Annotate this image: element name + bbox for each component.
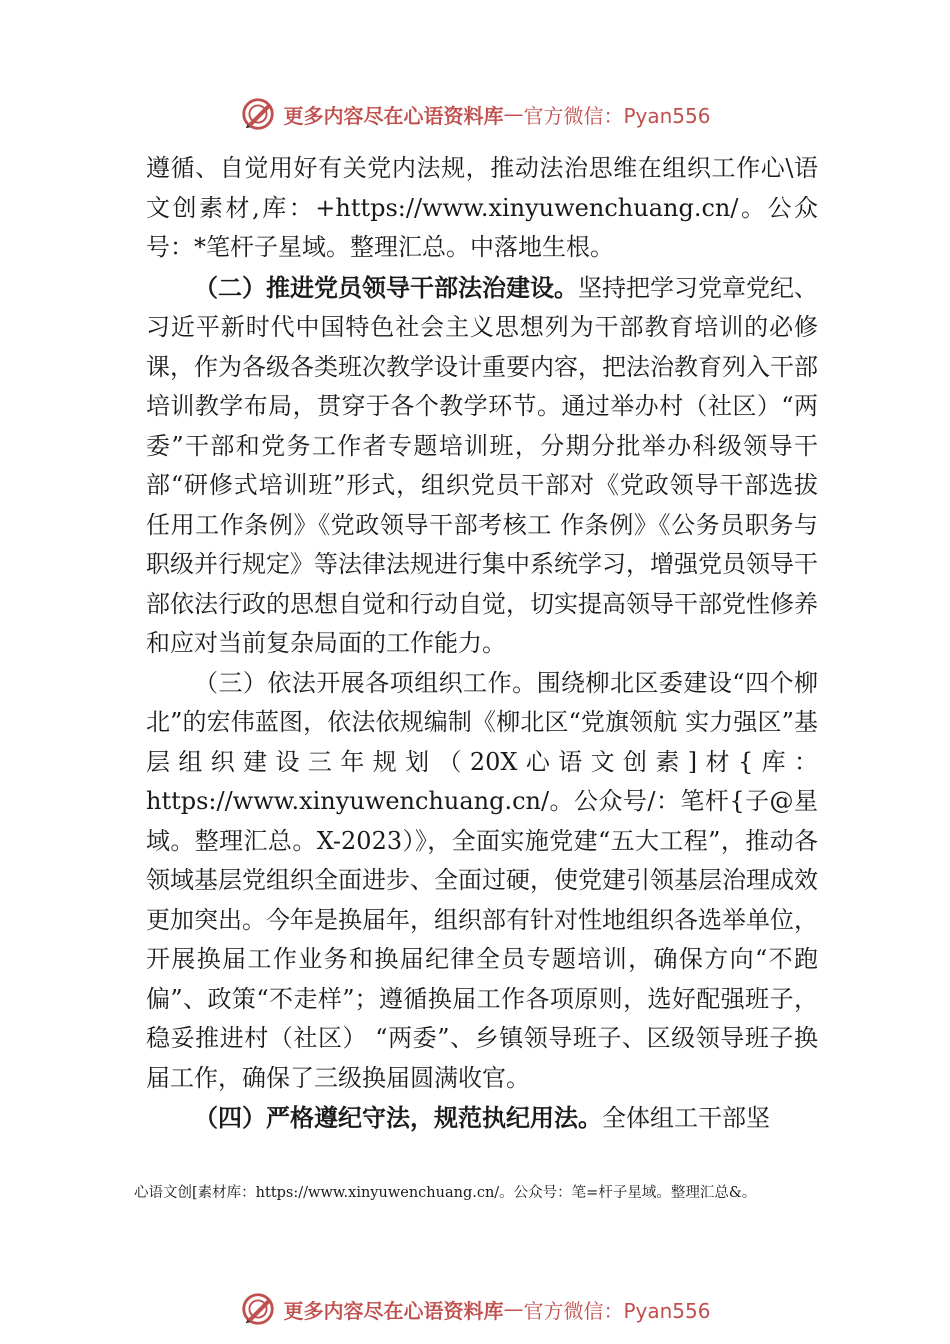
paragraph-4	[146, 1098, 818, 1139]
paragraph-3	[146, 664, 818, 1099]
paragraph-2-text: 坚持把学习党章党纪、习近平新时代中国特色社会主义思想列为干部教育培训的必修课，作为各级各类班次教学设计重要内容，把法治教育列入干部培训教学布局，贯穿于各个教学环节。通过举办村（社区）“两委”干部和党务工作者专题培训班，分期分批举办科级领导干部“研修式培训班”形式，组织党员干部对《党政领导干部选拔任用工作条例》《党政领导干部考核工 作条例》《公务员职务与职级并行规定》等法律法规进行集中系统学习，增强党员领导干部依法行政的思想自觉和行动自觉，切实提高领导干部党性修养和应对当前复杂局面的工作能力。	[146, 273, 818, 657]
paragraph-1-text: 遵循、自觉用好有关党内法规，推动法治思维在组织工作心\语文创素材,库：+https://www.xinyuwenchuang.cn/。公众号：*笔杆子星域。整理汇总。中落地生根。	[146, 154, 818, 261]
banner-wechat: 官方微信：Pyan556	[523, 103, 711, 128]
paragraph-1	[146, 149, 818, 268]
banner-wechat: 官方微信：Pyan556	[523, 1298, 711, 1323]
paragraph-4-text: 全体组工干部坚	[602, 1104, 770, 1132]
paragraph-3-text: 围绕柳北区委建设“四个柳北”的宏伟蓝图，依法依规编制《柳北区“党旗领航 实力强区”基层组织建设三年规划（20X心语文创素]材{库：https://www.xinyuwenchuang.cn/。公众号/：笔杆{子@星域。整理汇总。X-2023）》，全面实施党建“五大工程”，推动各领域基层党组织全面进步、全面过硬，使党建引领基层治理成效更加突出。今年是换届年，组织部有针对性地组织各选举单位，开展换届工作业务和换届纪律全员专题培训，确保方向“不跑偏”、政策“不走样”；遵循换届工作各项原则，选好配强班子，稳妥推进村（社区） “两委”、乡镇领导班子、区级领导班子换届工作，确保了三级换届圆满收官。	[146, 668, 818, 1092]
paragraph-3-heading: （三）依法开展各项组织工作。	[194, 668, 537, 697]
banner-title: 更多内容尽在心语资料库	[283, 1298, 504, 1323]
paragraph-2-heading: （二）推进党员领导干部法治建设。	[194, 272, 578, 302]
banner-separator: —	[503, 1297, 524, 1321]
paragraph-4-heading: （四）严格遵纪守法，规范执纪用法。	[194, 1103, 602, 1132]
pen-logo-icon	[239, 95, 277, 133]
header-banner	[0, 94, 950, 134]
footer-banner	[0, 1289, 950, 1329]
footnote: 心语文创[素材库：https://www.xinyuwenchuang.cn/。公众号：笔=杆子星域。整理汇总&。	[134, 1185, 757, 1201]
pen-logo-icon	[239, 1290, 277, 1328]
banner-separator: —	[503, 102, 524, 126]
document-body	[146, 149, 818, 1139]
paragraph-2	[146, 268, 818, 664]
banner-title: 更多内容尽在心语资料库	[283, 103, 504, 128]
